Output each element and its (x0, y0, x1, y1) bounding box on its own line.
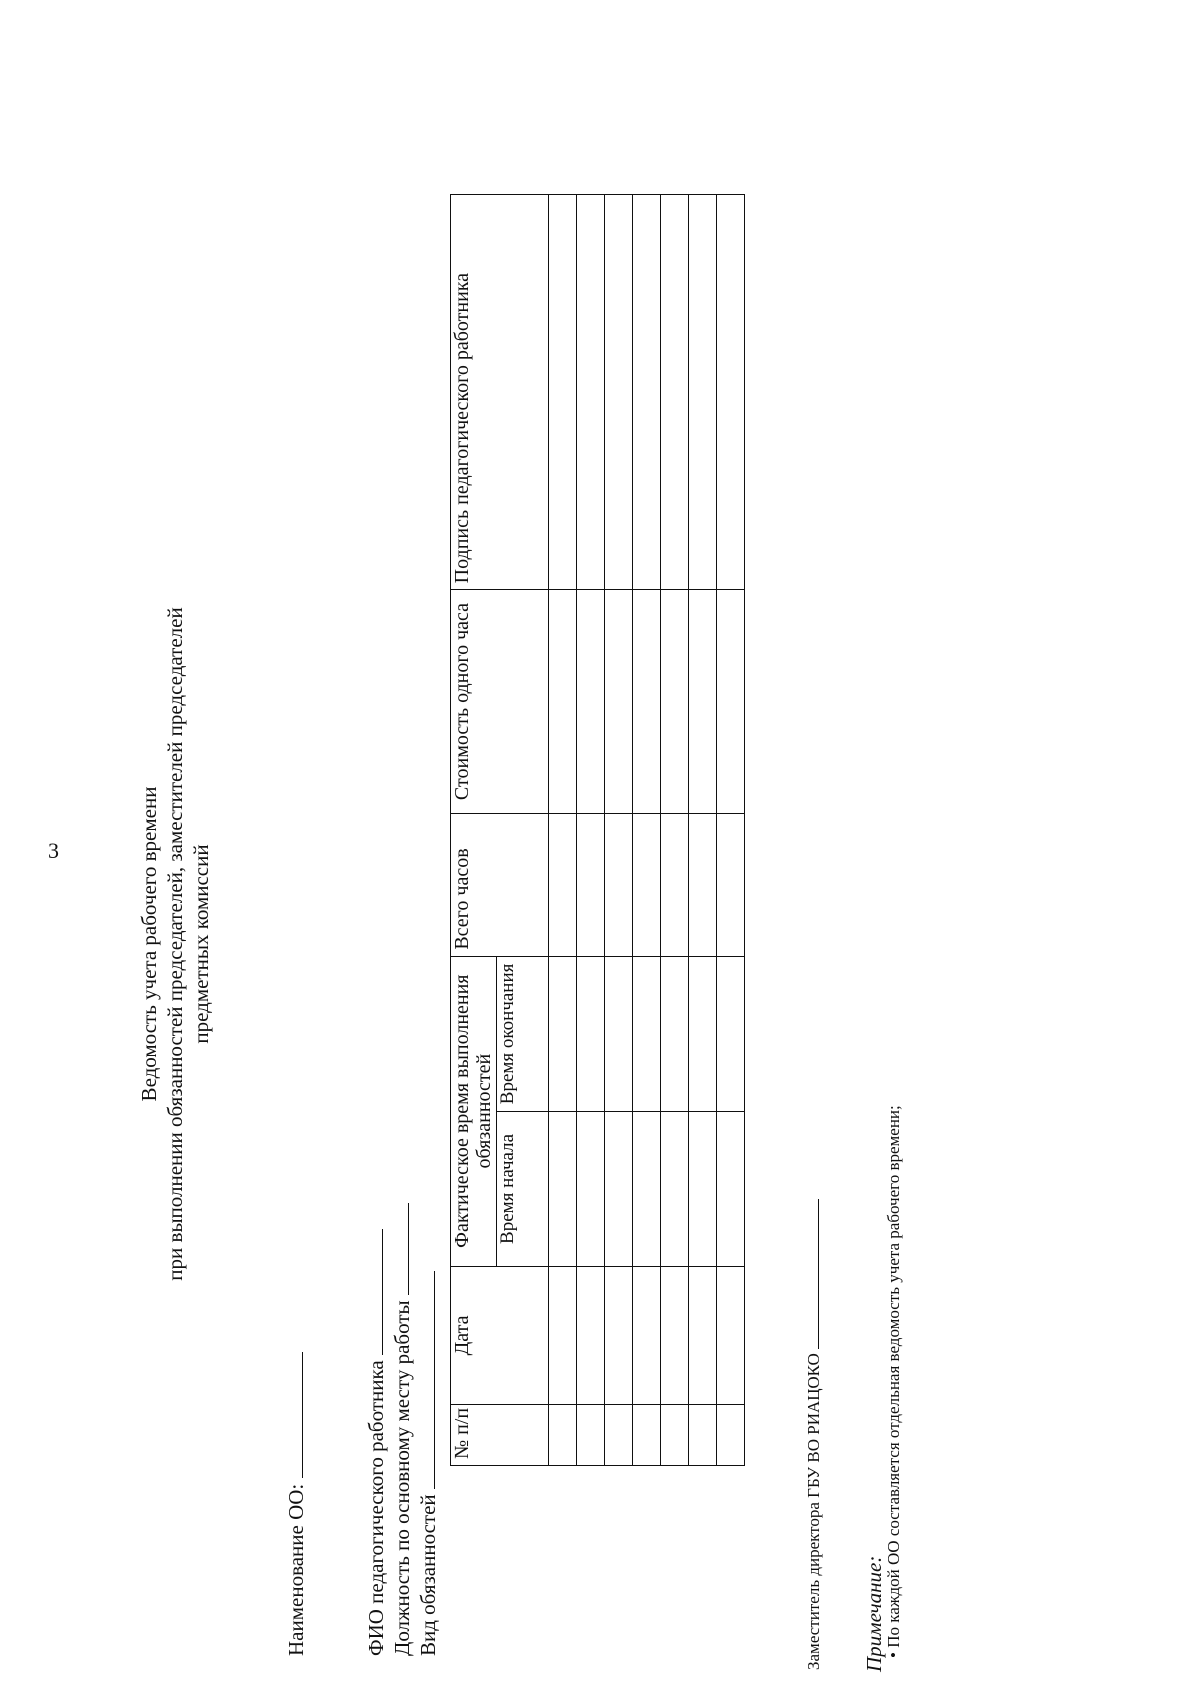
fio-field (364, 1229, 389, 1656)
table-cell[interactable] (549, 1405, 577, 1466)
position-blank[interactable] (390, 1203, 409, 1295)
org-name-blank[interactable] (284, 1353, 303, 1479)
page-number: 3 (48, 838, 59, 863)
table-row (605, 195, 633, 1466)
table-cell[interactable] (605, 1266, 633, 1405)
col-end-time-header: Время окончания (497, 956, 549, 1112)
table-cell[interactable] (577, 1405, 605, 1466)
duty-field (416, 1271, 441, 1656)
table-cell[interactable] (605, 813, 633, 956)
table-cell[interactable] (661, 956, 689, 1112)
table-cell[interactable] (549, 956, 577, 1112)
table-cell[interactable] (689, 813, 717, 956)
note-text (884, 1105, 904, 1658)
table-cell[interactable] (549, 1266, 577, 1405)
table-cell[interactable] (605, 195, 633, 590)
table-row (717, 195, 745, 1466)
col-hour-cost-header: Стоимость одного часа (451, 590, 549, 813)
table-cell[interactable] (577, 1112, 605, 1266)
table-cell[interactable] (717, 195, 745, 590)
table-row (689, 195, 717, 1466)
table-cell[interactable] (605, 956, 633, 1112)
table-cell[interactable] (717, 1112, 745, 1266)
table-cell[interactable] (577, 813, 605, 956)
table-cell[interactable] (633, 1112, 661, 1266)
table-cell[interactable] (549, 813, 577, 956)
table-cell[interactable] (633, 590, 661, 813)
note-bullet: • (884, 1652, 903, 1658)
table-cell[interactable] (577, 590, 605, 813)
table-cell[interactable] (633, 1266, 661, 1405)
table-cell[interactable] (717, 813, 745, 956)
note-content: По каждой ОО составляется отдельная ведомость учета рабочего времени; (884, 1105, 903, 1648)
table-row (549, 195, 577, 1466)
worktime-ledger-table (450, 194, 745, 1466)
table-cell[interactable] (633, 813, 661, 956)
table-row (661, 195, 689, 1466)
landscape-form (136, 194, 956, 1694)
table-cell[interactable] (661, 1405, 689, 1466)
ledger-body (549, 195, 745, 1466)
table-cell[interactable] (689, 590, 717, 813)
fio-label: ФИО педагогического работника (364, 1360, 388, 1656)
table-cell[interactable] (605, 1405, 633, 1466)
table-cell[interactable] (689, 1112, 717, 1266)
col-number-header: № п/п (451, 1405, 549, 1466)
title-line-3: предметных комиссий (189, 844, 213, 1044)
org-name-field (284, 1353, 309, 1657)
table-cell[interactable] (549, 1112, 577, 1266)
table-cell[interactable] (661, 195, 689, 590)
col-total-hours-header: Всего часов (451, 813, 549, 956)
table-cell[interactable] (549, 195, 577, 590)
position-label: Должность по основному месту работы (390, 1300, 414, 1656)
table-cell[interactable] (717, 590, 745, 813)
table-cell[interactable] (717, 956, 745, 1112)
position-field (390, 1203, 415, 1656)
table-cell[interactable] (661, 1112, 689, 1266)
table-cell[interactable] (633, 956, 661, 1112)
col-date-header: Дата (451, 1266, 549, 1405)
table-cell[interactable] (605, 1112, 633, 1266)
col-start-time-header: Время начала (497, 1112, 549, 1266)
title-line-1: Ведомость учета рабочего времени (137, 786, 161, 1102)
signer-line (804, 1199, 824, 1670)
table-cell[interactable] (689, 1405, 717, 1466)
signer-label: Заместитель директора ГБУ ВО РИАЦОКО (804, 1353, 823, 1670)
document-title (136, 194, 214, 1694)
table-cell[interactable] (605, 590, 633, 813)
duty-label: Вид обязанностей (416, 1494, 440, 1656)
table-cell[interactable] (661, 1266, 689, 1405)
table-cell[interactable] (577, 956, 605, 1112)
table-cell[interactable] (689, 1266, 717, 1405)
title-line-2: при выполнении обязанностей председателей, заместителей председателей (163, 607, 187, 1281)
table-cell[interactable] (633, 1405, 661, 1466)
col-actual-time-header: Фактическое время выполнения обязанностей (451, 956, 497, 1266)
fio-blank[interactable] (364, 1229, 383, 1355)
table-cell[interactable] (717, 1405, 745, 1466)
table-cell[interactable] (577, 1266, 605, 1405)
org-name-label: Наименование ОО: (284, 1483, 308, 1656)
note-label: Примечание: (862, 1555, 886, 1672)
col-signature-header: Подпись педагогического работника (451, 195, 549, 590)
table-cell[interactable] (661, 813, 689, 956)
signer-blank[interactable] (804, 1199, 819, 1349)
table-cell[interactable] (549, 590, 577, 813)
table-cell[interactable] (689, 195, 717, 590)
table-row (577, 195, 605, 1466)
table-cell[interactable] (689, 956, 717, 1112)
table-cell[interactable] (661, 590, 689, 813)
table-cell[interactable] (577, 195, 605, 590)
table-cell[interactable] (633, 195, 661, 590)
duty-blank[interactable] (416, 1271, 435, 1489)
table-cell[interactable] (717, 1266, 745, 1405)
table-row (633, 195, 661, 1466)
